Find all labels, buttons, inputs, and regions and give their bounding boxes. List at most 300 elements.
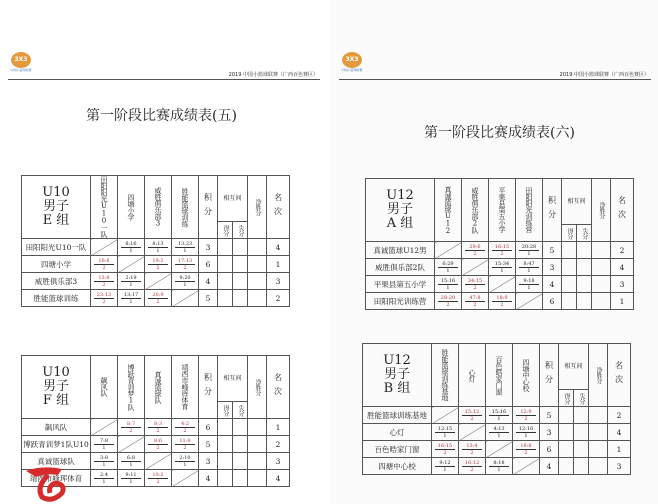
points-value: 3 (199, 239, 218, 256)
net-value (592, 242, 611, 259)
diagonal-cell (118, 256, 145, 273)
match-points: 2 (156, 478, 160, 485)
diagonal-cell (145, 273, 172, 290)
rank-value: 2 (608, 407, 631, 424)
column-team-name: 四塘小学 (127, 194, 135, 220)
match-result-cell (145, 419, 172, 436)
page-title: 第一阶段比赛成绩表(六) (424, 125, 575, 141)
column-team-name: 百色晧家门窗 (495, 355, 503, 395)
net-header (248, 176, 267, 239)
match-score: 15:34 (492, 261, 512, 268)
net-value (248, 273, 267, 290)
table-row (366, 259, 634, 276)
scored-value (559, 458, 574, 475)
lost-value (574, 458, 589, 475)
scored-header (559, 390, 574, 407)
column-team-name: 博跃青训梦1队 (127, 363, 135, 411)
match-result-cell (118, 453, 145, 470)
match-score: 11:9 (175, 438, 195, 445)
points-value: 5 (199, 290, 218, 307)
diagonal-cell (459, 424, 486, 441)
net-value (248, 470, 267, 487)
row-team-name: 平果县第五小学 (366, 276, 435, 293)
match-result-cell (172, 239, 199, 256)
column-team-name: 胜能篮球训练 (181, 187, 189, 227)
lost-value (233, 419, 248, 436)
column-team-header (172, 176, 199, 239)
match-points: 1 (446, 267, 450, 274)
diagonal-cell (172, 290, 199, 307)
match-score: 2:4 (94, 472, 114, 479)
net-value (592, 293, 611, 310)
match-points: 2 (129, 427, 133, 434)
points-value: 6 (540, 441, 559, 458)
row-team-name: 威胜俱乐部2队 (366, 259, 435, 276)
table-row (22, 273, 290, 290)
points-value: 4 (199, 470, 218, 487)
match-points: 2 (183, 427, 187, 434)
match-result-cell (172, 256, 199, 273)
match-result-cell (459, 458, 486, 475)
row-team-name: 靖西市峰珲体育 (22, 470, 91, 487)
net-header (589, 344, 608, 407)
match-points: 2 (183, 444, 187, 451)
column-team-name: 平果县第五小学 (498, 187, 506, 233)
scored-value (218, 419, 233, 436)
match-result-cell (118, 419, 145, 436)
match-score: 16:15 (435, 443, 455, 450)
h2h-header: 相互间 (559, 344, 589, 390)
match-points: 2 (156, 444, 160, 451)
table-row (366, 293, 634, 310)
lost-value (577, 276, 592, 293)
net-value (248, 453, 267, 470)
match-score: 13:4 (462, 443, 482, 450)
rank-header-text: 名次 (614, 361, 624, 389)
match-result-cell (462, 276, 489, 293)
h2h-header: 相互间 (218, 356, 248, 402)
diagonal-cell (513, 458, 540, 475)
table-row (22, 256, 290, 273)
points-header (540, 344, 559, 407)
lost-value (577, 259, 592, 276)
standings-table (365, 178, 634, 310)
match-result-cell (91, 470, 118, 487)
match-points: 1 (527, 284, 531, 291)
match-result-cell (118, 239, 145, 256)
match-result-cell (486, 407, 513, 424)
match-result-cell (91, 290, 118, 307)
scored-header (562, 225, 577, 242)
column-team-header (516, 179, 543, 242)
diagonal-cell (462, 259, 489, 276)
group-name-cell (22, 176, 91, 239)
column-team-header (432, 344, 459, 407)
scored-value (218, 256, 233, 273)
rank-header (608, 344, 631, 407)
match-score: 8:16 (121, 241, 141, 248)
points-value: 4 (543, 276, 562, 293)
points-value: 6 (199, 256, 218, 273)
row-team-name: 真诚篮球队 (22, 453, 91, 470)
group-name-line: U12 (383, 353, 411, 368)
row-team-name: 真诚篮球U12男 (366, 242, 435, 259)
match-points: 1 (443, 432, 447, 439)
match-result-cell (435, 293, 462, 310)
diagonal-cell (91, 239, 118, 256)
match-score: 47:8 (465, 295, 485, 302)
row-team-name: 威胜俱乐部3 (22, 273, 91, 290)
match-score: 10:2 (148, 472, 168, 479)
rank-value: 4 (611, 259, 634, 276)
points-value: 5 (543, 242, 562, 259)
match-points: 1 (446, 284, 450, 291)
rank-value: 1 (608, 441, 631, 458)
net-header (248, 356, 267, 419)
scored-header-text: 得分 (222, 224, 229, 236)
match-result-cell (432, 441, 459, 458)
match-score: 6:29 (438, 261, 458, 268)
column-team-header (145, 176, 172, 239)
row-team-name: 胜能篮球训练基地 (363, 407, 432, 424)
scored-value (218, 470, 233, 487)
match-points: 1 (183, 247, 187, 254)
table-row (363, 441, 631, 458)
column-team-header (172, 356, 199, 419)
diagonal-cell (432, 407, 459, 424)
match-result-cell (513, 441, 540, 458)
column-team-header (91, 176, 118, 239)
scored-header (218, 402, 233, 419)
points-header (199, 356, 218, 419)
basketball-logo-icon: 3X3 (11, 52, 31, 68)
lost-value (574, 424, 589, 441)
row-team-name: 飙风队 (22, 419, 91, 436)
match-result-cell (432, 424, 459, 441)
match-score: 8:13 (148, 241, 168, 248)
rank-value: 1 (267, 256, 290, 273)
net-value (248, 290, 267, 307)
match-result-cell (435, 276, 462, 293)
match-score: 2:10 (175, 455, 195, 462)
group-name-cell (22, 356, 91, 419)
match-points: 2 (156, 427, 160, 434)
match-score: 15:16 (489, 409, 509, 416)
match-score: 12:16 (516, 426, 536, 433)
column-team-name: 真诚篮球队 (154, 370, 162, 404)
column-team-header (118, 356, 145, 419)
lost-value (233, 453, 248, 470)
match-points: 1 (183, 281, 187, 288)
group-name-line: U12 (386, 188, 414, 203)
rank-value: 1 (611, 293, 634, 310)
diagonal-cell (91, 419, 118, 436)
match-points: 2 (470, 466, 474, 473)
lost-value (233, 256, 248, 273)
page-right (329, 0, 658, 504)
match-points: 1 (129, 298, 133, 305)
column-team-header (459, 344, 486, 407)
group-name-cell (363, 344, 432, 407)
lost-value (233, 436, 248, 453)
group-name-line: 男子 (383, 367, 410, 382)
rank-value: 1 (267, 419, 290, 436)
match-result-cell (489, 242, 516, 259)
match-points: 2 (473, 301, 477, 308)
match-points: 1 (129, 247, 133, 254)
match-score: 23:13 (94, 292, 114, 299)
match-points: 1 (524, 432, 528, 439)
column-team-name: 真诚篮球U12 (444, 185, 452, 235)
table-row (363, 407, 631, 424)
column-team-header (489, 179, 516, 242)
rank-header-text: 名次 (273, 373, 283, 401)
group-name-line: A 组 (386, 216, 414, 231)
match-result-cell (489, 259, 516, 276)
match-points: 2 (156, 298, 160, 305)
lost-value (577, 293, 592, 310)
match-result-cell (145, 239, 172, 256)
scored-header-text: 得分 (222, 404, 229, 416)
match-result-cell (432, 458, 459, 475)
match-score: 16:12 (462, 460, 482, 467)
match-result-cell (118, 470, 145, 487)
points-value: 6 (199, 419, 218, 436)
event-header: 2019 中国小篮球联赛（广西百色赛区） (559, 72, 649, 78)
rank-header (267, 356, 290, 419)
net-value (589, 407, 608, 424)
lost-header (233, 222, 248, 239)
diagonal-cell (435, 242, 462, 259)
points-value: 4 (199, 273, 218, 290)
rank-value: 4 (267, 470, 290, 487)
rank-value: 2 (611, 242, 634, 259)
match-points: 2 (524, 449, 528, 456)
match-points: 2 (470, 449, 474, 456)
lost-value (233, 239, 248, 256)
match-points: 2 (102, 281, 106, 288)
table-row (22, 419, 290, 436)
logo-caption: 中国小篮球联赛 (10, 68, 32, 72)
table-row (363, 424, 631, 441)
match-result-cell (435, 259, 462, 276)
column-team-name: 田阳阳光训练营 (525, 187, 533, 233)
column-team-name: 心灯 (468, 368, 476, 382)
row-team-name: 博跃青训梦1队U10 (22, 436, 91, 453)
group-name-line: U10 (42, 185, 70, 200)
match-result-cell (145, 256, 172, 273)
page-title: 第一阶段比赛成绩表(五) (86, 108, 237, 124)
group-name-line: 男子 (386, 202, 413, 217)
match-result-cell (91, 256, 118, 273)
net-header-text: 净胜分 (254, 198, 261, 216)
match-score: 8:47 (519, 261, 539, 268)
points-value: 5 (199, 436, 218, 453)
lost-value (233, 470, 248, 487)
scored-value (218, 453, 233, 470)
match-score: 18:8 (516, 443, 536, 450)
group-name-line: U10 (42, 365, 70, 380)
net-header-text: 净胜分 (595, 366, 602, 384)
net-value (248, 256, 267, 273)
lost-header-text: 失分 (237, 224, 244, 236)
points-value: 4 (540, 458, 559, 475)
rank-value: 3 (267, 273, 290, 290)
column-team-name: 威胜俱乐部2队 (471, 186, 479, 234)
table-row (22, 239, 290, 256)
match-result-cell (145, 290, 172, 307)
watermark-logo-icon (22, 463, 82, 503)
scored-value (562, 259, 577, 276)
rank-value: 3 (267, 453, 290, 470)
match-result-cell (118, 290, 145, 307)
net-value (248, 239, 267, 256)
match-points: 2 (473, 250, 477, 257)
lost-header-text: 失分 (581, 227, 588, 239)
match-points: 2 (443, 449, 447, 456)
match-score: 29:6 (465, 244, 485, 251)
scored-value (562, 293, 577, 310)
match-result-cell (91, 436, 118, 453)
match-score: 4:13 (489, 426, 509, 433)
column-team-name: 胜能篮球训练基地 (441, 349, 449, 401)
points-header-text: 积分 (203, 193, 213, 221)
group-name-line: B 组 (383, 381, 411, 396)
match-result-cell (145, 436, 172, 453)
match-score: 8:18 (489, 460, 509, 467)
match-score: 12:9 (516, 409, 536, 416)
points-header (543, 179, 562, 242)
header-rule (8, 79, 320, 80)
table-row (22, 290, 290, 307)
match-result-cell (462, 242, 489, 259)
points-value: 6 (543, 293, 562, 310)
scored-header-text: 得分 (563, 392, 570, 404)
scored-value (562, 276, 577, 293)
match-result-cell (513, 407, 540, 424)
match-points: 2 (524, 415, 528, 422)
net-value (248, 419, 267, 436)
rank-value: 4 (267, 239, 290, 256)
match-result-cell (118, 273, 145, 290)
group-name-cell (366, 179, 435, 242)
diagonal-cell (516, 293, 543, 310)
match-result-cell (516, 242, 543, 259)
h2h-header: 相互间 (562, 179, 592, 225)
match-result-cell (513, 424, 540, 441)
match-points: 1 (129, 461, 133, 468)
net-header-text: 净胜分 (598, 201, 605, 219)
match-score: 19:2 (148, 258, 168, 265)
match-points: 1 (527, 267, 531, 274)
header-rule (339, 79, 651, 80)
scored-header-text: 得分 (566, 227, 573, 239)
diagonal-cell (486, 441, 513, 458)
column-team-name: 威胜俱乐部3 (154, 187, 162, 227)
match-result-cell (462, 293, 489, 310)
match-points: 2 (473, 284, 477, 291)
match-points: 1 (500, 267, 504, 274)
rank-header (267, 176, 290, 239)
column-team-header (145, 356, 172, 419)
column-team-name: 田阳阳光U10一队 (100, 176, 108, 238)
scored-value (559, 441, 574, 458)
scored-header (218, 222, 233, 239)
match-points: 1 (102, 444, 106, 451)
match-points: 2 (102, 298, 106, 305)
row-team-name: 田阳阳光训练营 (366, 293, 435, 310)
match-result-cell (172, 419, 199, 436)
lost-value (574, 441, 589, 458)
match-result-cell (172, 436, 199, 453)
net-value (248, 436, 267, 453)
logo-caption: 中国小篮球联赛 (341, 68, 363, 72)
match-score: 18:9 (492, 295, 512, 302)
column-team-header (91, 356, 118, 419)
net-value (589, 441, 608, 458)
match-score: 6:8 (121, 455, 141, 462)
column-team-header (462, 179, 489, 242)
match-points: 2 (470, 415, 474, 422)
column-team-header (435, 179, 462, 242)
match-score: 12:15 (435, 426, 455, 433)
net-value (592, 259, 611, 276)
points-value: 5 (540, 407, 559, 424)
scored-value (218, 239, 233, 256)
match-points: 2 (102, 264, 106, 271)
table-row (363, 458, 631, 475)
match-points: 1 (156, 247, 160, 254)
standings-table (21, 175, 290, 307)
match-points: 1 (497, 415, 501, 422)
rank-value: 4 (608, 424, 631, 441)
match-points: 1 (129, 478, 133, 485)
scored-value (218, 436, 233, 453)
group-name-line: 男子 (42, 379, 69, 394)
net-header (592, 179, 611, 242)
basketball-logo-icon: 3X3 (342, 52, 362, 68)
points-header-text: 积分 (203, 373, 213, 401)
match-points: 2 (500, 250, 504, 257)
lost-value (577, 242, 592, 259)
match-score: 8:6 (148, 438, 168, 445)
match-points: 1 (102, 461, 106, 468)
points-value: 3 (540, 424, 559, 441)
diagonal-cell (172, 470, 199, 487)
lost-header (233, 402, 248, 419)
match-score: 4:2 (175, 421, 195, 428)
column-team-header (486, 344, 513, 407)
match-result-cell (91, 273, 118, 290)
match-result-cell (145, 470, 172, 487)
group-name-line: E 组 (42, 213, 70, 228)
match-score: 28:20 (438, 295, 458, 302)
lost-header (574, 390, 589, 407)
match-result-cell (486, 458, 513, 475)
rank-value: 2 (267, 436, 290, 453)
match-score: 16:15 (492, 244, 512, 251)
rank-value: 3 (608, 458, 631, 475)
points-value: 3 (199, 453, 218, 470)
match-points: 1 (129, 281, 133, 288)
points-value: 3 (543, 259, 562, 276)
match-points: 2 (446, 301, 450, 308)
scored-value (218, 273, 233, 290)
match-points: 2 (156, 264, 160, 271)
lost-header (577, 225, 592, 242)
row-team-name: 胜能篮球训练 (22, 290, 91, 307)
h2h-header: 相互间 (218, 176, 248, 222)
